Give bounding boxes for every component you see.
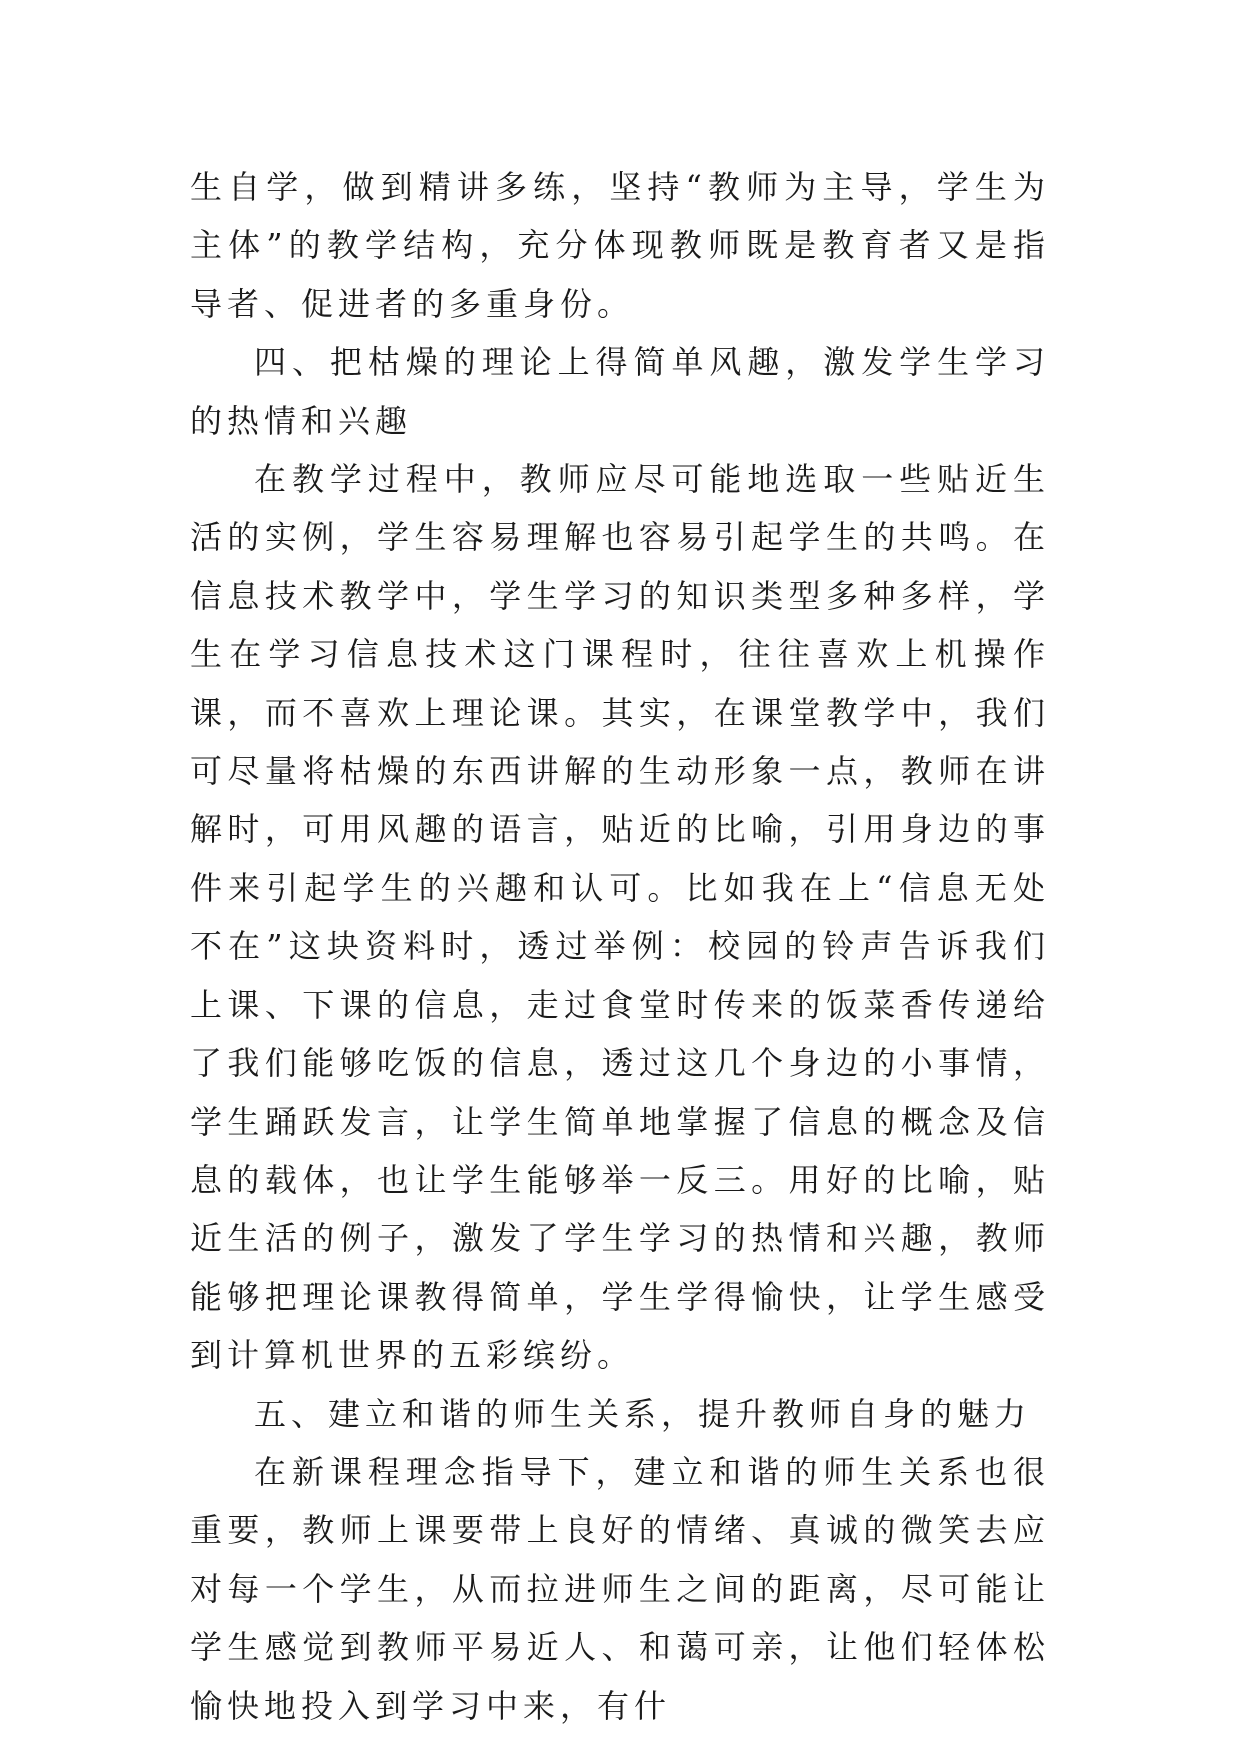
document-body xyxy=(190,158,1050,1735)
section-heading-four: 四、把枯燥的理论上得简单风趣，激发学生学习的热情和兴趣 xyxy=(190,343,1050,440)
paragraph-section-five: 在新课程理念指导下，建立和谐的师生关系也很重要，教师上课要带上良好的情绪、真诚的微笑去应对每一个学生，从而拉进师生之间的距离，尽可能让学生感觉到教师平易近人、和蔼可亲，让他们轻体松愉快地投入到学习中来，有什 xyxy=(190,1452,1050,1725)
paragraph-section-four: 在教学过程中，教师应尽可能地选取一些贴近生活的实例，学生容易理解也容易引起学生的共鸣。在信息技术教学中，学生学习的知识类型多种多样，学生在学习信息技术这门课程时，往往喜欢上机操作课，而不喜欢上理论课。其实，在课堂教学中，我们可尽量将枯燥的东西讲解的生动形象一点，教师在讲解时，可用风趣的语言，贴近的比喻，引用身边的事件来引起学生的兴趣和认可。比如我在上“信息无处不在”这块资料时，透过举例：校园的铃声告诉我们上课、下课的信息，走过食堂时传来的饭菜香传递给了我们能够吃饭的信息，透过这几个身边的小事情，学生踊跃发言，让学生简单地掌握了信息的概念及信息的载体，也让学生能够举一反三。用好的比喻，贴近生活的例子，激发了学生学习的热情和兴趣，教师能够把理论课教得简单，学生学得愉快，让学生感受到计算机世界的五彩缤纷。 xyxy=(190,460,1050,1375)
paragraph-continuation: 生自学，做到精讲多练，坚持“教师为主导，学生为主体”的教学结构，充分体现教师既是教育者又是指导者、促进者的多重身份。 xyxy=(190,168,1050,323)
section-heading-five: 五、建立和谐的师生关系，提升教师自身的魅力 xyxy=(254,1394,1032,1433)
